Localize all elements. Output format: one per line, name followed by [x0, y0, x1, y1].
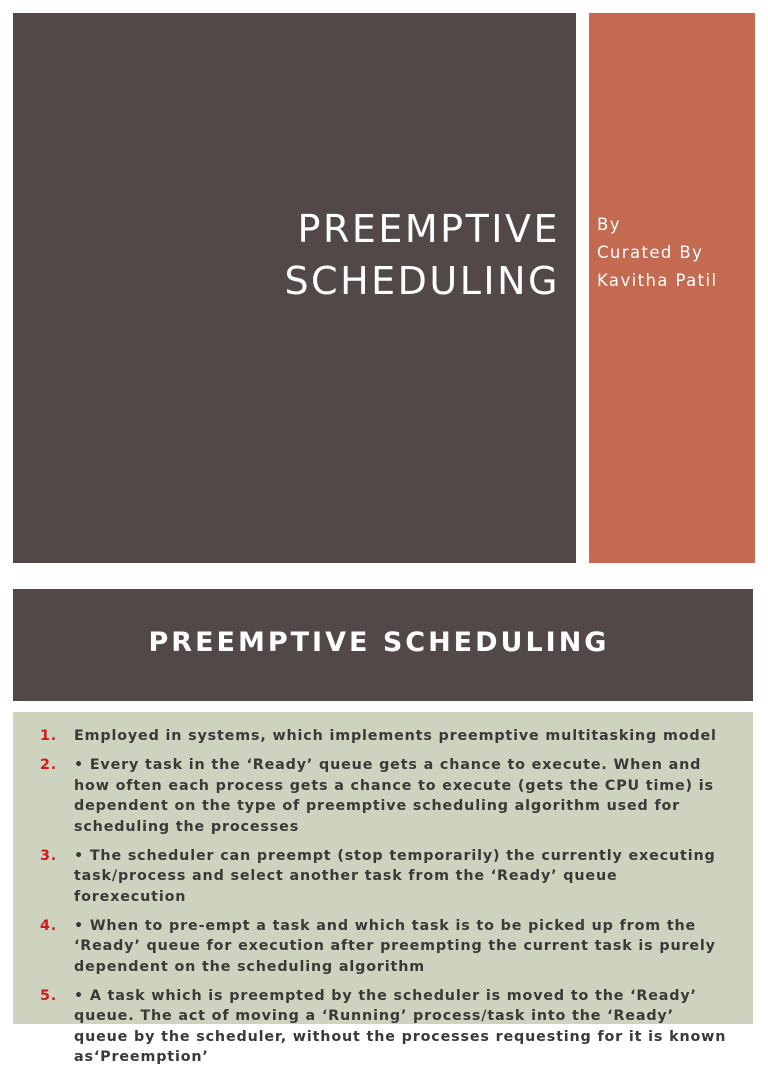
- content-slide-body: [13, 712, 753, 1065]
- slide-title-line-2: SCHEDULING: [284, 259, 560, 303]
- list-item-text: • A task which is preempted by the scheduler is moved to the ‘Ready’ queue. The act of moving a ‘Running’ process/task into the ‘Ready’ queue by the scheduler, without the processes requesting for it is known as‘Preemption’: [74, 987, 727, 1065]
- list-item-number: 1.: [40, 728, 58, 744]
- list-item-text: Employed in systems, which implements preemptive multitasking model: [74, 728, 717, 744]
- list-item-number: 4.: [40, 917, 58, 934]
- byline-line-1: By: [597, 215, 621, 234]
- content-slide-header: [13, 589, 753, 701]
- content-slide-title: PREEMPTIVE SCHEDULING: [148, 626, 610, 658]
- author-byline: [597, 211, 717, 295]
- list-item: [13, 726, 753, 747]
- slide-title-line-1: PREEMPTIVE: [297, 207, 560, 251]
- list-item: [13, 916, 753, 978]
- list-item: [13, 755, 753, 837]
- title-slide-accent-panel: [589, 13, 755, 563]
- list-item-number: 5.: [40, 987, 58, 1004]
- slide-title: [284, 203, 560, 307]
- list-item-text: • The scheduler can preempt (stop temporarily) the currently executing task/process and select another task from the ‘Ready’ queue forexecution: [74, 847, 716, 905]
- title-slide-main-panel: [13, 13, 576, 563]
- bullet-list: [13, 726, 753, 1076]
- list-item-text: • Every task in the ‘Ready’ queue gets a chance to execute. When and how often each process gets a chance to execute (gets the CPU time) is dependent on the type of preemptive scheduling algorithm used for scheduling the processes: [74, 757, 714, 835]
- byline-line-2: Curated By: [597, 243, 704, 262]
- list-item: [13, 846, 753, 908]
- byline-line-3: Kavitha Patil: [597, 271, 718, 290]
- list-item-text: • When to pre-empt a task and which task is to be picked up from the ‘Ready’ queue for execution after preempting the current task is purely dependent on the scheduling algorithm: [74, 917, 716, 975]
- list-item-number: 3.: [40, 847, 58, 864]
- list-item-number: 2.: [40, 757, 58, 773]
- list-item: [13, 986, 753, 1068]
